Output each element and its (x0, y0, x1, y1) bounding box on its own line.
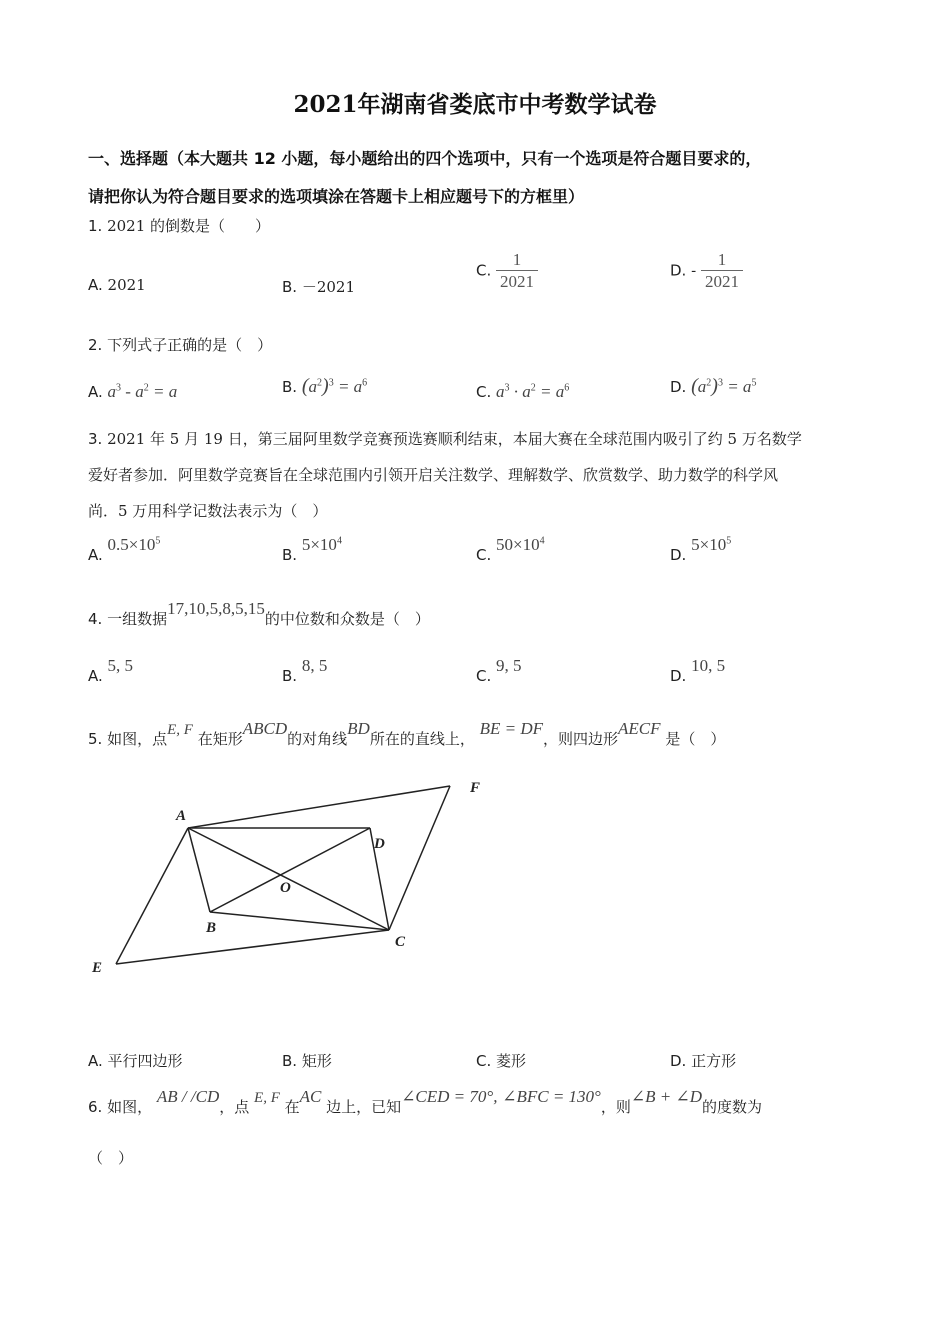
math-expression: E, F (167, 722, 193, 738)
q4-option-d[interactable] (670, 656, 726, 686)
math-expression: $a^3 \cdot a^2 = a^6$ (496, 382, 570, 401)
option-label: B. (282, 278, 298, 296)
option-label: A. (88, 1052, 103, 1070)
q2-option-a[interactable] (88, 382, 177, 402)
question-text: 是（ ） (665, 730, 726, 748)
option-text: 矩形 (301, 1052, 332, 1070)
question-text-line1: 2021 年 5 月 19 日，第三届阿里数学竞赛预选赛顺利结束，本届大赛在全球范围内吸引了约 5 万名数学 (107, 430, 802, 448)
question-text-line2: 爱好者参加．阿里数学竞赛旨在全球范围内引领开启关注数学、理解数学、欣赏数学、助力数学的科学风 (88, 466, 779, 484)
question-text: 下列式子正确的是（ ） (107, 336, 273, 354)
q2-option-d[interactable] (670, 375, 756, 398)
option-label: D. (670, 378, 687, 396)
question-text: 如图，点 (107, 730, 168, 748)
math-expression: AC (299, 1087, 322, 1106)
fraction-numerator: 1 (701, 250, 743, 271)
math-expression: ∠CED = 70°, (401, 1087, 498, 1106)
q1-option-c[interactable] (476, 250, 538, 293)
question-text: 一组数据 (107, 610, 168, 628)
option-label: B. (282, 378, 298, 396)
option-text: 平行四边形 (107, 1052, 183, 1070)
question-text: ，则 (600, 1098, 631, 1116)
option-label: C. (476, 383, 492, 401)
option-label: A. (88, 667, 103, 685)
question-text: 在 (284, 1098, 300, 1116)
question-6 (88, 1089, 888, 1126)
question-number: 6. (88, 1098, 103, 1116)
q1-option-b[interactable] (282, 276, 355, 297)
question-text-line3: 尚．5 万用科学记数法表示为（ ） (88, 502, 328, 520)
q3-option-b[interactable] (282, 535, 342, 565)
question-text: ，则四边形 (543, 730, 619, 748)
question-1 (88, 208, 270, 244)
section-heading-line2: 请把你认为符合题目要求的选项填涂在答题卡上相应题号下的方框里） (88, 187, 585, 206)
segment-AC (188, 828, 389, 930)
question-text: 的中位数和众数是（ ） (264, 610, 430, 628)
segment-AB (188, 828, 210, 912)
q5-option-c[interactable] (476, 1050, 526, 1071)
fraction-denominator: 2021 (704, 272, 739, 291)
math-expression: ∠B + ∠D (630, 1087, 702, 1106)
option-text: 正方形 (691, 1052, 737, 1070)
q4-option-b[interactable] (282, 656, 328, 686)
segment-FC (389, 786, 450, 930)
option-label: D. (670, 546, 687, 564)
option-text: 2021 (107, 276, 146, 294)
q2-option-c[interactable] (476, 382, 569, 402)
q3-option-a[interactable] (88, 535, 161, 565)
question-text: 在矩形 (197, 730, 243, 748)
page-title: 2021年湖南省娄底市中考数学试卷 (293, 91, 657, 118)
question-text: 如图， (107, 1098, 153, 1116)
option-label: A. (88, 276, 103, 294)
option-label: A. (88, 383, 103, 401)
math-expression: E, F (254, 1090, 280, 1106)
question-3 (88, 421, 868, 529)
segment-EC (116, 930, 389, 964)
question-number: 2. (88, 336, 103, 354)
math-expression: $50\times 10^4$ (496, 535, 545, 554)
math-expression: $a^3 - a^2 = a$ (107, 382, 178, 401)
section-heading (88, 140, 888, 216)
label-B: B (206, 920, 217, 936)
option-label: C. (476, 667, 492, 685)
q1-option-d[interactable] (670, 250, 743, 293)
label-A: A (176, 808, 187, 824)
question-5 (88, 721, 888, 758)
question-text: ，点 (219, 1098, 250, 1116)
question-text: 所在的直线上， (369, 730, 475, 748)
math-expression: BE = DF (479, 719, 544, 738)
segment-AE (116, 828, 188, 964)
q4-option-c[interactable] (476, 656, 522, 686)
option-text: 菱形 (496, 1052, 527, 1070)
option-label: B. (282, 546, 298, 564)
segment-BD (210, 828, 370, 912)
option-label: A. (88, 546, 103, 564)
math-expression: ABCD (242, 719, 288, 738)
geometry-figure (80, 770, 510, 990)
question-4 (88, 601, 430, 637)
math-expression: $0.5\times 10^5$ (107, 535, 161, 554)
section-heading-line1: 一、选择题（本大题共 12 小题，每小题给出的四个选项中，只有一个选项是符合题目要求的， (88, 149, 762, 168)
math-expression: 5, 5 (107, 656, 134, 675)
q5-option-d[interactable] (670, 1050, 736, 1071)
option-label: C. (476, 1052, 492, 1070)
label-C: C (395, 934, 406, 950)
q2-option-b[interactable] (282, 375, 367, 398)
q5-option-a[interactable] (88, 1050, 183, 1071)
segment-AF (188, 786, 450, 828)
question-6-choices-placeholder: （ ） (88, 1149, 134, 1167)
question-text: 边上，已知 (326, 1098, 402, 1116)
option-label: B. (282, 1052, 298, 1070)
math-expression: $5\times 10^4$ (301, 535, 342, 554)
math-expression: 9, 5 (496, 656, 522, 675)
option-label: B. (282, 667, 298, 685)
fraction (496, 250, 538, 293)
q5-option-b[interactable] (282, 1050, 332, 1071)
question-2 (88, 327, 272, 363)
math-expression: AB / /CD (156, 1087, 220, 1106)
math-expression: AECF (618, 719, 661, 738)
label-O: O (280, 880, 291, 896)
label-D: D (374, 836, 385, 852)
math-expression: $(a^2)^3 = a^6$ (301, 375, 368, 397)
data-list: 17,10,5,8,5,15 (167, 599, 265, 618)
q1-option-a[interactable] (88, 276, 146, 294)
option-label: D. (670, 667, 687, 685)
option-label: D. (670, 261, 687, 280)
option-label: C. (476, 546, 492, 564)
math-expression: ∠BFC = 130° (502, 1087, 601, 1106)
segment-BC (210, 912, 389, 930)
question-number: 5. (88, 730, 103, 748)
question-number: 1. (88, 217, 103, 235)
fraction (701, 250, 743, 293)
option-label: D. (670, 1052, 687, 1070)
math-expression: $(a^2)^3 = a^5$ (691, 375, 757, 397)
q4-option-a[interactable] (88, 656, 134, 686)
option-label: C. (476, 261, 492, 280)
q3-option-c[interactable] (476, 535, 545, 565)
label-E: E (92, 960, 103, 976)
q3-option-d[interactable] (670, 535, 732, 565)
option-text: －2021 (301, 278, 356, 296)
label-F: F (470, 780, 481, 796)
math-expression: BD (347, 719, 370, 738)
question-text: 2021 的倒数是（ ） (107, 217, 271, 235)
minus-sign: - (691, 261, 697, 280)
question-number: 4. (88, 610, 103, 628)
question-number: 3. (88, 430, 103, 448)
math-expression: 8, 5 (301, 656, 328, 675)
math-expression: 10, 5 (691, 656, 726, 675)
math-expression: $5\times 10^5$ (691, 535, 732, 554)
question-text: 的度数为 (702, 1098, 763, 1116)
question-text: 的对角线 (287, 730, 348, 748)
fraction-denominator: 2021 (500, 272, 535, 291)
fraction-numerator: 1 (496, 250, 538, 271)
